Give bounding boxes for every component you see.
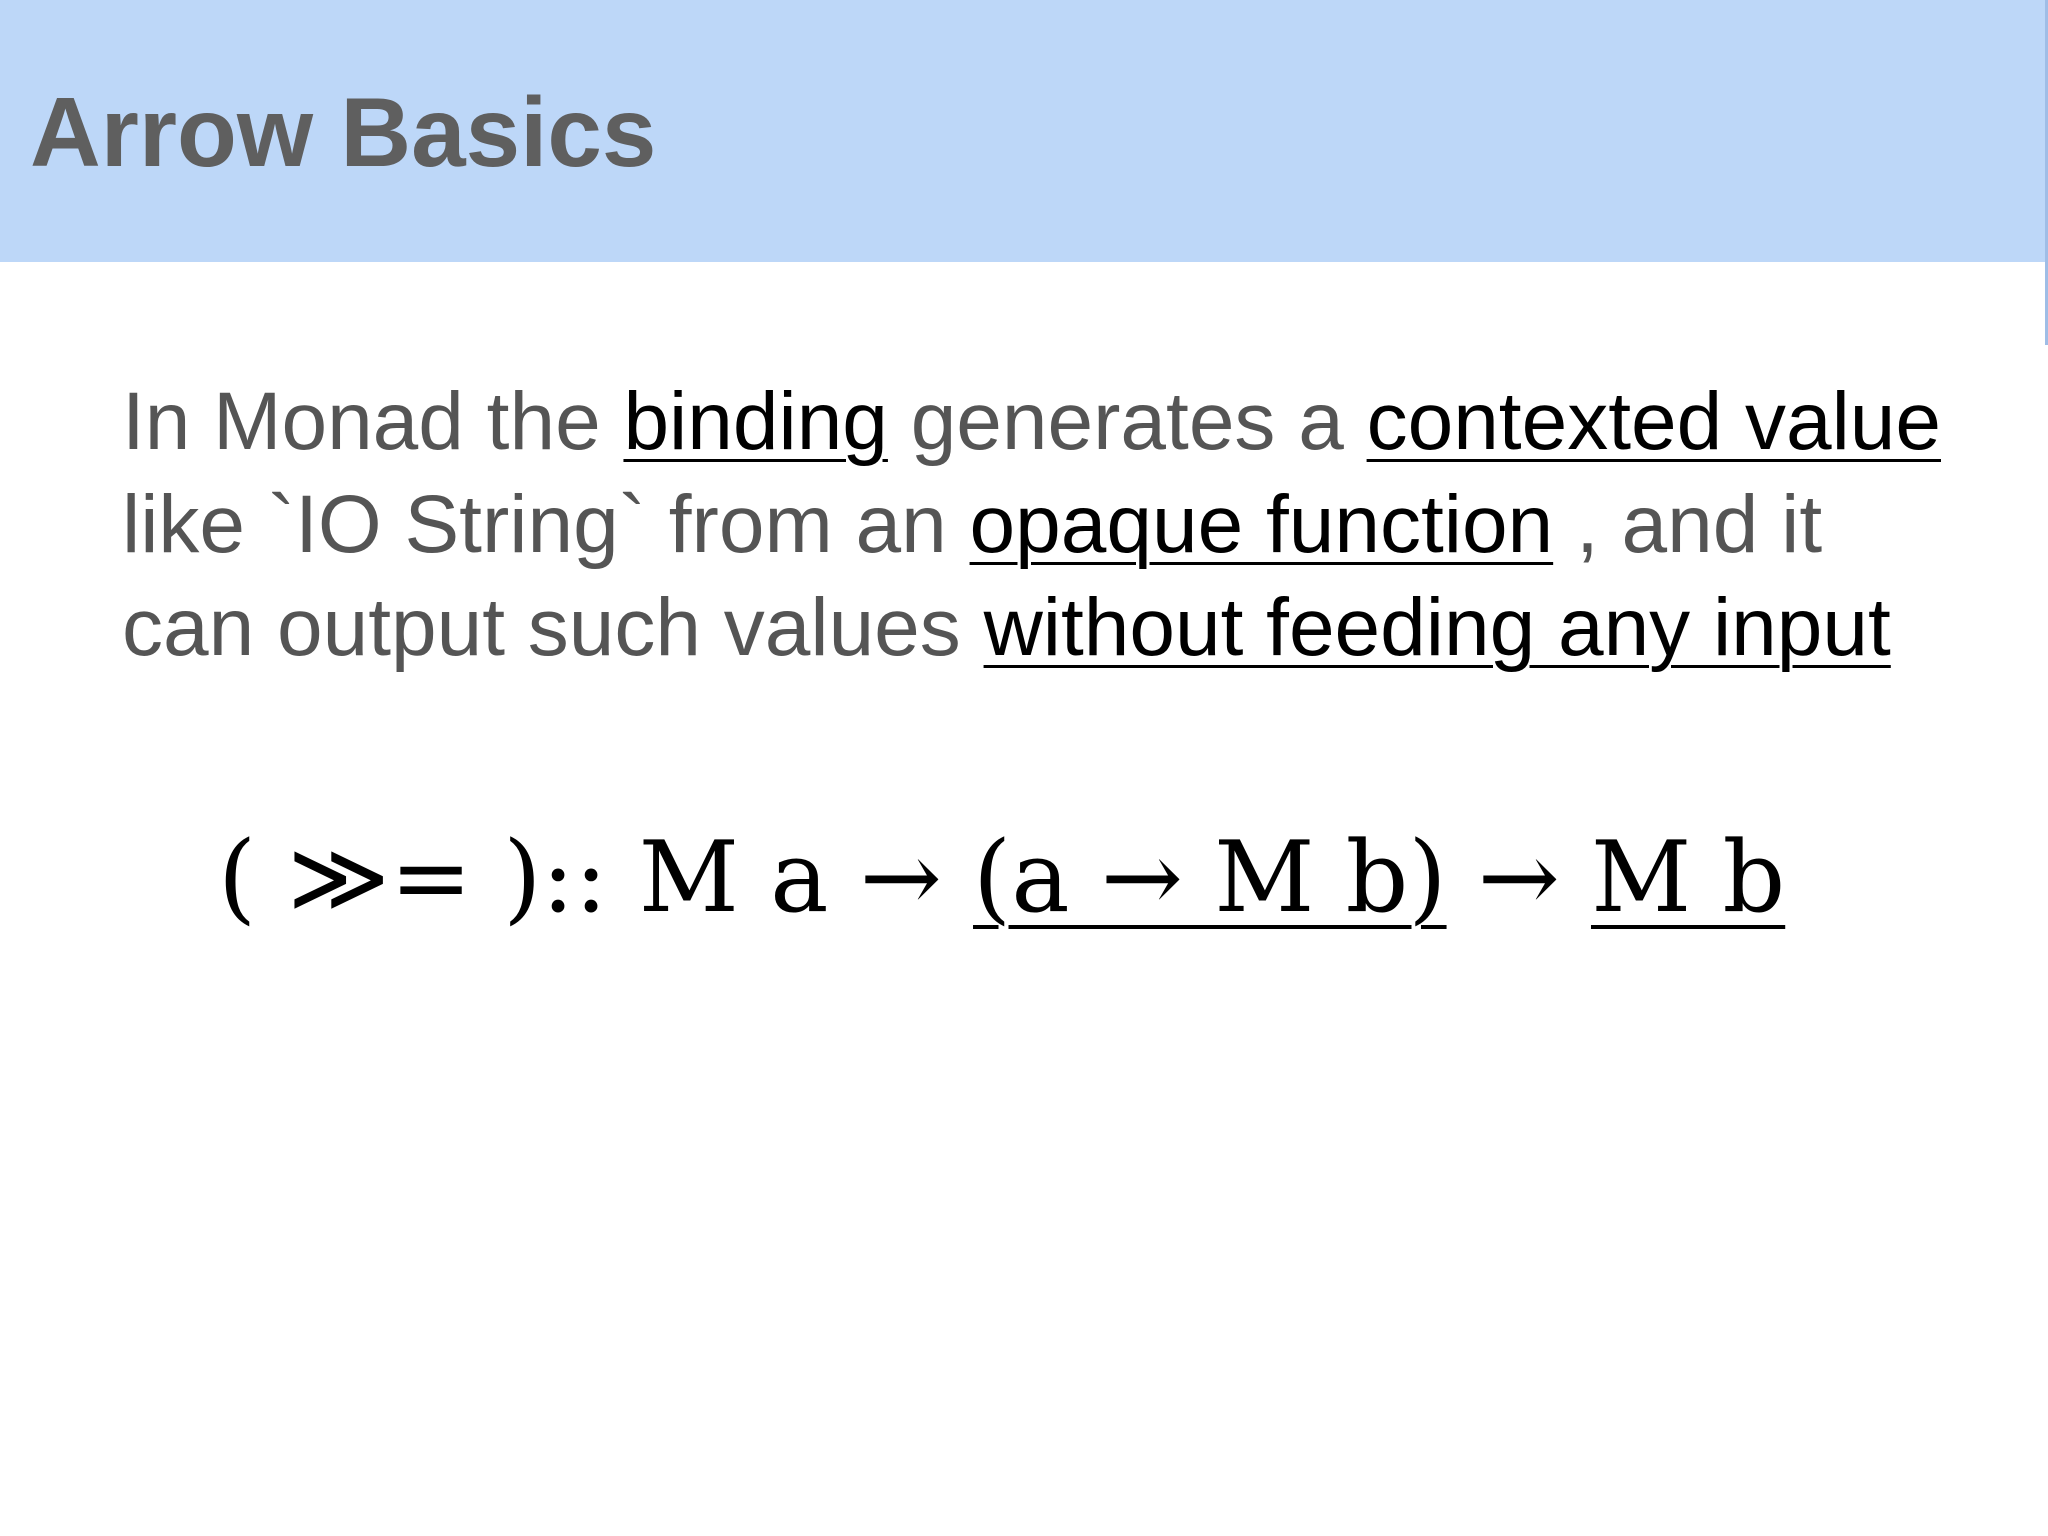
- formula-result: M b: [1590, 821, 1786, 935]
- emphasis-without-input: without feeding any input: [983, 582, 1891, 673]
- formula-arrow: →: [1446, 821, 1591, 935]
- body-text-segment: can output such values: [122, 582, 984, 673]
- emphasis-binding: binding: [623, 376, 888, 467]
- body-line-3: [122, 576, 2032, 679]
- formula-function-argument: (a → M b): [973, 821, 1447, 935]
- emphasis-contexted-value: contexted value: [1366, 376, 1941, 467]
- body-paragraph: [122, 370, 2032, 679]
- title-band: [0, 0, 2048, 262]
- body-text-segment: , and it: [1553, 479, 1823, 570]
- formula-head: ( ≫= ):: M a →: [218, 821, 974, 935]
- body-text-segment: generates a: [887, 376, 1367, 467]
- body-line-1: [122, 370, 2032, 473]
- emphasis-opaque-function: opaque function: [969, 479, 1554, 570]
- body-text-segment: like `IO String` from an: [122, 479, 970, 570]
- bind-type-signature: [218, 818, 1785, 938]
- body-line-2: [122, 473, 2032, 576]
- slide-title: Arrow Basics: [30, 77, 657, 187]
- body-text-segment: In Monad the: [122, 376, 624, 467]
